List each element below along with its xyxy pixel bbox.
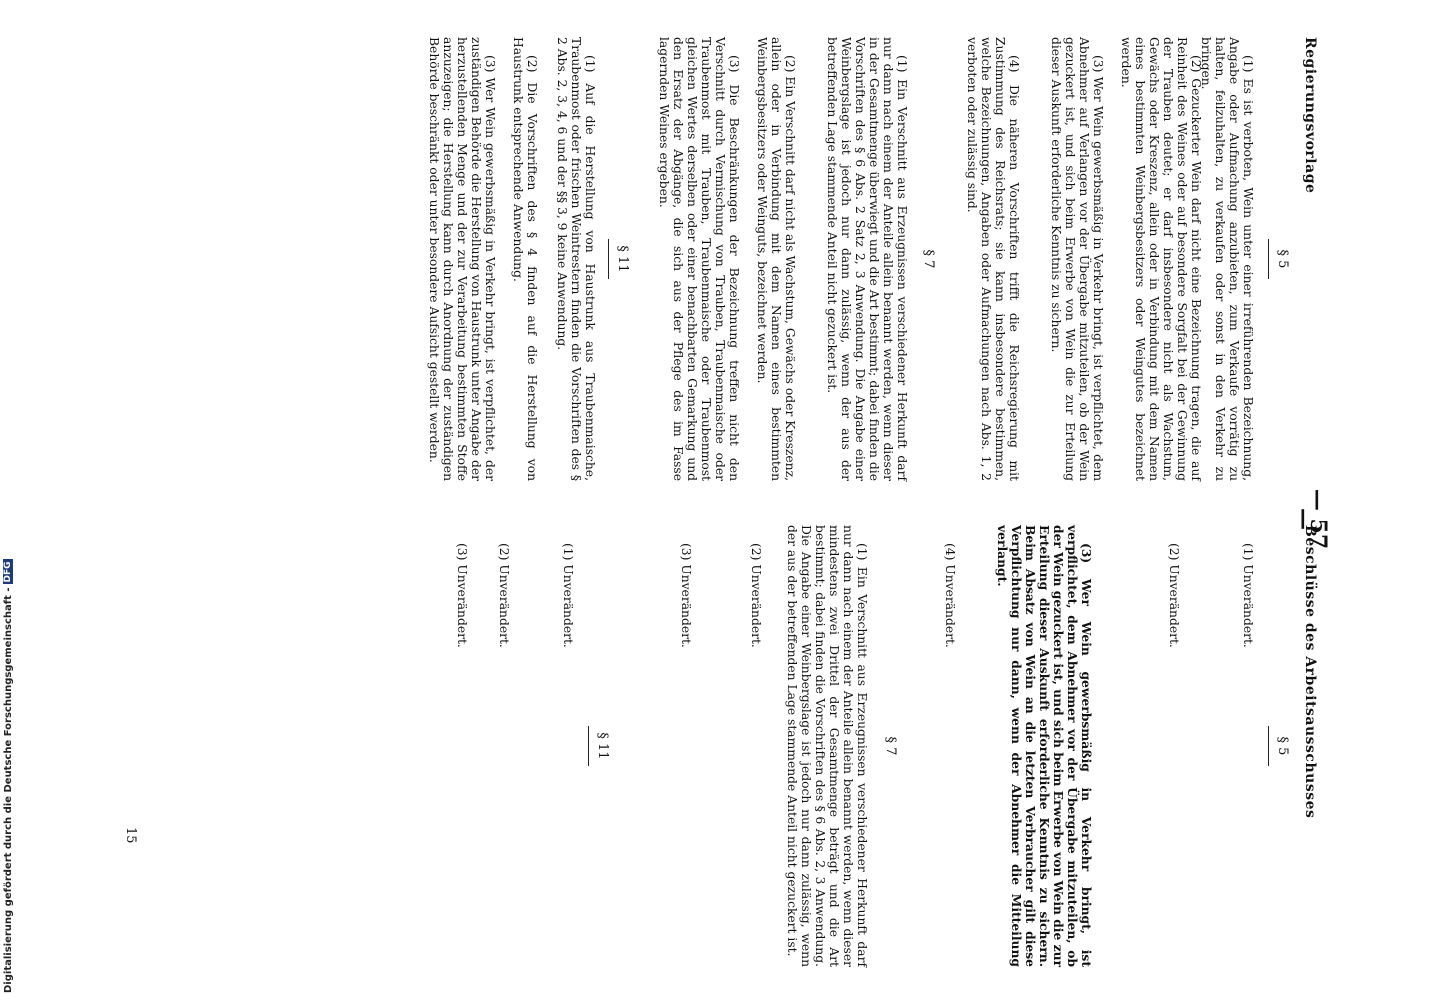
page-number: — 57 — <box>1291 488 1331 550</box>
paragraph: (4) Unverändert. <box>943 543 957 648</box>
dfg-logo: DFG <box>3 561 13 583</box>
paragraph: (3) Unverändert. <box>679 543 693 648</box>
paragraph-amended: (1) Ein Verschnitt aus Erzeugnissen verschiedener Herkunft darf nur dann nach einem der Anteile allein benannt werden, wenn dieser mindestens zwei Drittel der Gesamtmenge beträgt und die Art bestimmt; dabei finden die Vorschriften des § 6 Abs. 2, 3 Anwendung. Die Angabe einer Weinbergslage ist jedoch nur dann zulässig, wenn der aus der betreffenden Lage stammende Anteil nicht gezuckert ist. <box>785 525 869 967</box>
paragraph-amended: (3) Wer Wein gewerbsmäßig in Verkehr bringt, ist verpflichtet, dem Abnehmer vor der Übergabe mitzuteilen, ob der Wein gezuckert ist, und sich beim Erwerbe von Wein die zur Erteilung dieser Auskunft erforderliche Kenntnis zu sichern. Beim Absatz von Wein an die letzten Verbraucher gilt diese Verpflichtung nur dann, wenn der Abnehmer die Mitteilung verlangt. <box>995 525 1094 967</box>
paragraph: (2) Gezuckerter Wein darf nicht eine Bezeichnung tragen, die auf Reinheit des Weines oder auf besondere Sorgfalt bei der Gewinnung der Trauben deutet; er darf insbesondere nicht als Wachstum, Gewächs oder Kreszenz, allein oder in Verbindung mit dem Namen eines bestimmten Weinbergsbesitzers oder Weingutes bezeichnet werden. <box>1119 37 1203 481</box>
section-heading: § 7 <box>883 736 898 756</box>
paragraph: (4) Die näheren Vorschriften trifft die Reichsregierung mit Zustimmung des Reichsrats; sie kann insbesondere bestimmen, welche Bezeichnungen, Angaben oder Aufmachungen nach Abs. 1, 2 verboten oder zulässig sind. <box>965 37 1021 481</box>
paragraph: (1) Unverändert. <box>1241 543 1255 648</box>
right-column-title: Beschlüsse des Arbeitsausschusses <box>1302 525 1318 819</box>
section-rule <box>608 239 609 279</box>
paragraph: (2) Ein Verschnitt darf nicht als Wachstum, Gewächs oder Kreszenz, allein oder in Verbindung mit dem Namen eines bestimmten Weinbergsbesitzers oder Weinguts, bezeichnet werden. <box>755 37 797 481</box>
paragraph: (2) Unverändert. <box>1167 543 1181 648</box>
paragraph: (2) Unverändert. <box>749 543 763 648</box>
paragraph: (2) Die Vorschriften des § 4 finden auf die Herstellung von Haustrunk entsprechende Anwendung. <box>511 37 539 481</box>
section-heading: § 11 <box>615 245 630 273</box>
digitization-note <box>3 559 14 993</box>
paragraph: (1) Unverändert. <box>561 543 575 648</box>
section-rule <box>588 726 589 766</box>
section-rule <box>1268 726 1269 766</box>
section-heading: § 5 <box>1275 736 1290 756</box>
section-rule <box>1268 239 1269 279</box>
digitization-text: Digitalisierung gefördert durch die Deutsche Forschungsgemeinschaft - <box>3 587 14 993</box>
paragraph: (1) Ein Verschnitt aus Erzeugnissen verschiedener Herkunft darf nur dann nach einem der Anteile allein benannt werden, wenn dieser in der Gesamtmenge überwiegt und die Art bestimmt; dabei finden die Vorschriften des § 6 Abs. 2 Satz 2, 3 Anwendung. Die Angabe einer Weinbergslage ist jedoch nur dann zulässig, wenn der aus der betreffenden Lage stammende Anteil nicht gezuckert ist. <box>825 37 909 481</box>
section-heading: § 5 <box>1275 249 1290 269</box>
section-heading: § 7 <box>921 249 936 269</box>
left-column-title: Regierungsvorlage <box>1302 37 1318 194</box>
paragraph: (2) Unverändert. <box>497 543 511 648</box>
section-heading: § 11 <box>595 732 610 760</box>
document-page <box>123 37 1331 971</box>
paragraph: (3) Wer Wein gewerbsmäßig in Verkehr bringt, ist verpflichtet, dem Abnehmer auf Verlangen vor der Übergabe mitzuteilen, ob der Wein gezuckert ist, und sich beim Erwerbe von Wein die zur Erteilung dieser Auskunft erforderliche Kenntnis zu sichern. <box>1049 37 1105 481</box>
footer-page-number: 15 <box>123 827 138 844</box>
paragraph: (1) Es ist verboten, Wein unter einer irreführenden Bezeichnung, Angabe oder Aufmachung anzubieten, zum Verkaufe vorrätig zu halten, feilzuhalten, zu verkaufen oder sonst in den Verkehr zu bringen. <box>1199 37 1255 481</box>
paragraph: (3) Unverändert. <box>455 543 469 648</box>
paragraph: (3) Die Beschränkungen der Bezeichnung treffen nicht den Verschnitt durch Vermischung von Trauben, Traubenmaische oder Traubenmost mit Trauben, Traubenmaische oder Traubenmost gleichen Wertes derselben oder einer benachbarten Gemarkung und den Ersatz der Abgänge, die sich aus der Pflege des im Fasse lagernden Weines ergeben. <box>657 37 741 481</box>
paragraph: (3) Wer Wein gewerbsmäßig in Verkehr bringt, ist verpflichtet, der zuständigen Behörde die Herstellung von Haustrunk unter Angabe der herzustellenden Menge und der zur Verarbeitung bestimmten Stoffe anzuzeigen; die Herstellung kann durch Anordnung der zuständigen Behörde beschränkt oder unter besondere Aufsicht gestellt werden. <box>427 37 497 481</box>
paragraph: (1) Auf die Herstellung von Haustrunk aus Traubenmaische, Traubenmost oder frischen Weintrestern finden die Vorschriften des § 2 Abs. 2, 3, 4, 6 und der §§ 3, 9 keine Anwendung. <box>555 37 597 481</box>
